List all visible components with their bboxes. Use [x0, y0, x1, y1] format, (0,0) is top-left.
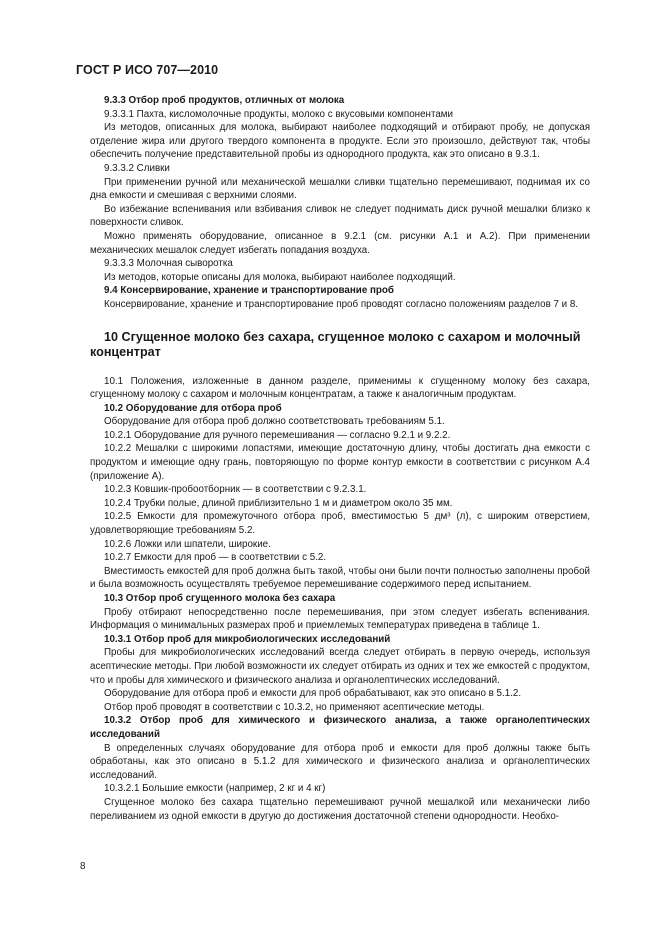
paragraph: 10.2.4 Трубки полые, длиной приблизительно 1 м и диаметром около 35 мм. [104, 497, 453, 509]
paragraph: 9.3.3.1 Пахта, кисломолочные продукты, молоко с вкусовыми компонентами [104, 108, 453, 120]
paragraph: Отбор проб проводят в соответствии с 10.3.2, но применяют асептические методы. [104, 701, 485, 713]
paragraph: Оборудование для отбора проб должно соответствовать требованиям 5.1. [104, 416, 445, 428]
paragraph: 9.3.3.2 Сливки [104, 162, 170, 174]
paragraph: Сгущенное молоко без сахара тщательно перемешивают ручной мешалкой или механически либо переливанием из одной емкости в другую до достижения достаточной степени однородности. Необхо- [90, 796, 590, 822]
paragraph: Можно применять оборудование, описанное в 9.2.1 (см. рисунки А.1 и А.2). При применении механических мешалок следует избегать попадания воздуха. [90, 230, 590, 256]
paragraph: Пробу отбирают непосредственно после перемешивания, при этом следует избегать вспенивания. Информация о минимальных размерах проб и приемлемых температурах приведена в таблице 1. [90, 606, 590, 632]
subsection-heading: 10.3.2 Отбор проб для химического и физического анализа, а также органолептических исследований [90, 715, 590, 740]
section-heading: 10 Сгущенное молоко без сахара, сгущенное молоко с сахаром и молочный концентрат [90, 329, 581, 359]
paragraph: 10.2.6 Ложки или шпатели, широкие. [104, 538, 271, 550]
paragraph: 10.2.1 Оборудование для ручного перемешивания — согласно 9.2.1 и 9.2.2. [104, 429, 451, 441]
paragraph: 10.2.7 Емкости для проб — в соответствии с 5.2. [104, 552, 327, 564]
subsection-heading: 10.3.1 Отбор проб для микробиологических исследований [104, 633, 391, 645]
paragraph: 10.2.3 Ковшик-пробоотборник — в соответствии с 9.2.3.1. [104, 484, 367, 496]
subsection-heading: 9.4 Консервирование, хранение и транспортирование проб [104, 285, 394, 297]
paragraph: 10.2.2 Мешалки с широкими лопастями, имеющие достаточную длину, чтобы достигать дна емкости с продуктом и имеющие одну грань, повторяющую по форме контур емкости в соответствии с рисунком А.4 (приложение А). [90, 443, 590, 482]
page-body [90, 94, 590, 823]
paragraph: 10.2.5 Емкости для промежуточного отбора проб, вместимостью 5 дм³ (л), с широким отверстием, удовлетворяющие требованиям 5.2. [90, 511, 590, 537]
page-number: 8 [80, 861, 86, 872]
paragraph: Консервирование, хранение и транспортирование проб проводят согласно положениям разделов 7 и 8. [104, 298, 579, 310]
paragraph: 9.3.3.3 Молочная сыворотка [104, 258, 233, 270]
paragraph: Из методов, описанных для молока, выбирают наиболее подходящий и отбирают пробу, не допуская отделение жира или другого твердого компонента в продукте. Если это произошло, действуют так, чтобы обеспечить получение представительной пробы из однородного продукта, как это описано в 9.3.1. [90, 122, 590, 161]
paragraph: Оборудование для отбора проб и емкости для проб обрабатывают, как это описано в 5.1.2. [104, 688, 522, 700]
document-header: ГОСТ Р ИСО 707—2010 [76, 63, 219, 77]
paragraph: Во избежание вспенивания или взбивания сливок не следует поднимать диск ручной мешалки близко к поверхности сливок. [90, 203, 590, 229]
paragraph: Вместимость емкостей для проб должна быть такой, чтобы они были почти полностью заполнены пробой и была возможность осуществлять требуемое перемешивание содержимого перед испытанием. [90, 565, 590, 591]
paragraph: При применении ручной или механической мешалки сливки тщательно перемешивают, поднимая их со дна емкости и смешивая с верхними слоями. [90, 176, 590, 202]
subsection-heading: 10.3 Отбор проб сгущенного молока без сахара [104, 593, 336, 604]
subsection-heading: 9.3.3 Отбор проб продуктов, отличных от молока [104, 95, 345, 106]
paragraph: 10.3.2.1 Большие емкости (например, 2 кг и 4 кг) [104, 783, 326, 795]
paragraph: В определенных случаях оборудование для отбора проб и емкости для проб должны также быть обработаны, как это описано в 5.1.2 для химического и физического анализа и органолептических исследований. [90, 742, 590, 781]
subsection-heading: 10.2 Оборудование для отбора проб [104, 402, 282, 414]
paragraph: 10.1 Положения, изложенные в данном разделе, применимы к сгущенному молоку без сахара, сгущенному молоку с сахаром и молочным концентратам, а также к аналогичным продуктам. [90, 375, 590, 401]
paragraph: Из методов, которые описаны для молока, выбирают наиболее подходящий. [104, 271, 456, 283]
paragraph: Пробы для микробиологических исследований всегда следует отбирать в первую очередь, используя асептические методы. При любой возможности их следует отбирать из одних и тех же емкостей с продуктом, что и пробы для химического и физического анализа и органолептических исследований. [90, 647, 590, 686]
